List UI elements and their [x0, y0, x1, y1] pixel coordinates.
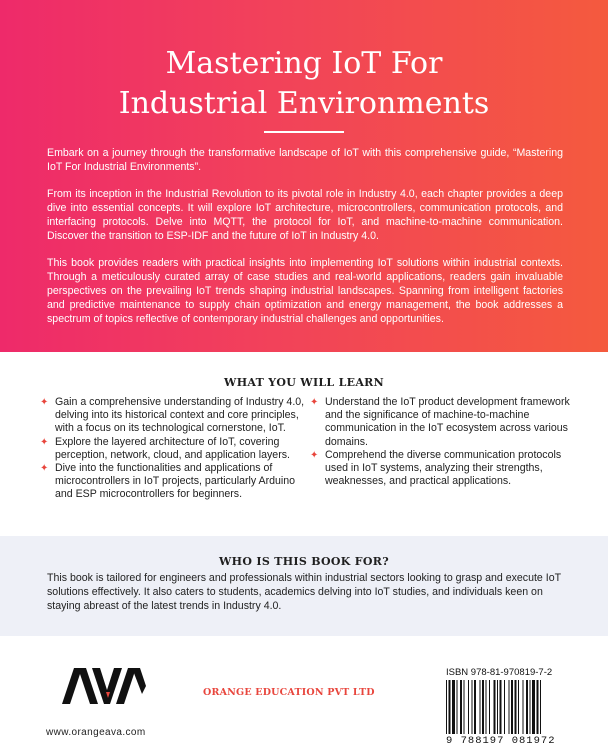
- ava-logo-icon: [60, 660, 146, 710]
- learn-column-right: [310, 396, 580, 502]
- what-you-will-learn-section: [0, 376, 608, 526]
- star-bullet-icon: ✦: [310, 449, 319, 461]
- isbn-barcode-icon: [444, 680, 578, 734]
- learn-item: ✦ Explore the layered architecture of IoT, covering perception, network, cloud, and application layers.: [40, 435, 290, 461]
- intro-paragraph: Embark on a journey through the transformative landscape of IoT with this comprehensive guide, “Mastering IoT For Industrial Environments”.: [47, 147, 563, 173]
- star-bullet-icon: ✦: [40, 397, 49, 408]
- learn-item: ✦ Comprehend the diverse communication protocols used in IoT systems, analyzing their strengths, weaknesses, and practical applications.: [310, 448, 562, 488]
- learn-item: ✦ Gain a comprehensive understanding of Industry 4.0, delving into its historical context and core principles, with a focus on its technological cornerstone, IoT.: [40, 396, 305, 435]
- isbn-label: ISBN 978-81-970819-7-2: [446, 667, 553, 678]
- publisher-name: ORANGE EDUCATION PVT LTD: [203, 687, 375, 698]
- title-divider: [264, 131, 344, 133]
- barcode-number: 9 788197 081972: [446, 735, 556, 747]
- cover-footer: [0, 636, 608, 750]
- audience-text: This book is tailored for engineers and professionals within industrial sectors looking to grasp and execute IoT solutions effectively. It also caters to students, academics delving into IoT studies, and individuals keen on staying abreast of the latest trends in Industry 4.0.: [47, 572, 561, 612]
- learn-item: ✦ Dive into the functionalities and applications of microcontrollers in IoT projects, particularly Arduino and ESP microcontrollers for beginners.: [40, 462, 296, 501]
- intro-paragraph: From its inception in the Industrial Revolution to its pivotal role in Industry 4.0, each chapter provides a deep dive into essential concepts. It will explore IoT architecture, microcontrollers, communication protocols, and interfacing protocols. Delve into MQTT, the protocol for IoT, and machine-to-machine communication. Discover the transition to ESP-IDF and the future of IoT in Industry 4.0.: [47, 188, 563, 242]
- who-is-this-book-for-section: [0, 536, 608, 636]
- learn-columns: [40, 396, 580, 502]
- intro-text: [47, 146, 563, 339]
- star-bullet-icon: ✦: [40, 436, 49, 448]
- star-bullet-icon: ✦: [40, 463, 49, 475]
- learn-column-left: [40, 396, 310, 502]
- learn-item: ✦ Understand the IoT product development framework and the significance of machine-to-machine communication in the IoT ecosystem across various domains.: [310, 396, 570, 448]
- audience-heading: WHO IS THIS BOOK FOR?: [219, 555, 389, 568]
- website-url: www.orangeava.com: [46, 727, 146, 738]
- intro-paragraph: This book provides readers with practical insights into implementing IoT solutions within industrial contexts. Through a meticulously curated array of case studies and real-world applications, readers gain invaluable perspectives on the prevailing IoT trends shaping industrial landscapes. Spanning from intelligent factories and predictive maintenance to supply chain optimization and energy management, the book addresses a spectrum of topics reflective of contemporary industrial challenges and opportunities.: [47, 257, 563, 325]
- star-bullet-icon: ✦: [310, 397, 319, 408]
- book-title: [0, 44, 608, 124]
- title-line-1: Mastering IoT For: [165, 46, 443, 81]
- title-line-2: Industrial Environments: [118, 86, 490, 121]
- back-cover-header: [0, 0, 608, 352]
- learn-heading: WHAT YOU WILL LEARN: [224, 376, 384, 389]
